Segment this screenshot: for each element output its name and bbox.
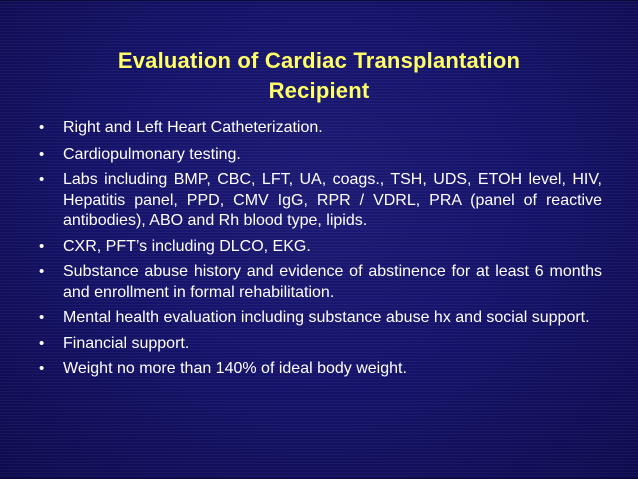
- bullet-item-imaging: [39, 237, 602, 258]
- bullet-icon: •: [39, 360, 45, 377]
- bullet-icon: •: [39, 334, 45, 352]
- slide-title: [30, 46, 608, 106]
- bullet-icon: •: [39, 263, 45, 280]
- bullet-item-mental-health: [39, 308, 602, 329]
- bullet-item-labs: [39, 170, 602, 232]
- bullet-icon: •: [39, 237, 45, 255]
- bullet-item-cardiopulmonary: [39, 145, 602, 166]
- bullet-item-financial: [39, 334, 602, 355]
- bullet-text: Mental health evaluation including substance abuse hx and social support.: [63, 309, 590, 326]
- slide-title-line-1: Evaluation of Cardiac Transplantation: [117, 47, 521, 73]
- bullet-list: [39, 118, 602, 385]
- bullet-text: CXR, PFT’s including DLCO, EKG.: [63, 237, 311, 255]
- bullet-item-weight: [39, 359, 602, 380]
- bullet-icon: •: [39, 119, 45, 136]
- bullet-text: Substance abuse history and evidence of abstinence for at least 6 months and enrollment in formal rehabilitation.: [63, 263, 602, 301]
- bullet-icon: •: [39, 145, 45, 163]
- slide-title-line-2: Recipient: [268, 77, 370, 103]
- bullet-text: Cardiopulmonary testing.: [63, 145, 241, 163]
- bullet-item-substance-abuse: [39, 262, 602, 303]
- bullet-icon: •: [39, 309, 45, 326]
- bullet-text: Labs including BMP, CBC, LFT, UA, coags., TSH, UDS, ETOH level, HIV, Hepatitis panel, PPD, CMV IgG, RPR / VDRL, PRA (panel of reactive antibodies), ABO and Rh blood type, lipids.: [63, 171, 602, 229]
- bullet-item-catheterization: [39, 118, 602, 139]
- bullet-icon: •: [39, 171, 45, 188]
- bullet-text: Financial support.: [63, 334, 190, 352]
- bullet-text: Right and Left Heart Catheterization.: [63, 119, 323, 136]
- bullet-text: Weight no more than 140% of ideal body weight.: [63, 360, 407, 377]
